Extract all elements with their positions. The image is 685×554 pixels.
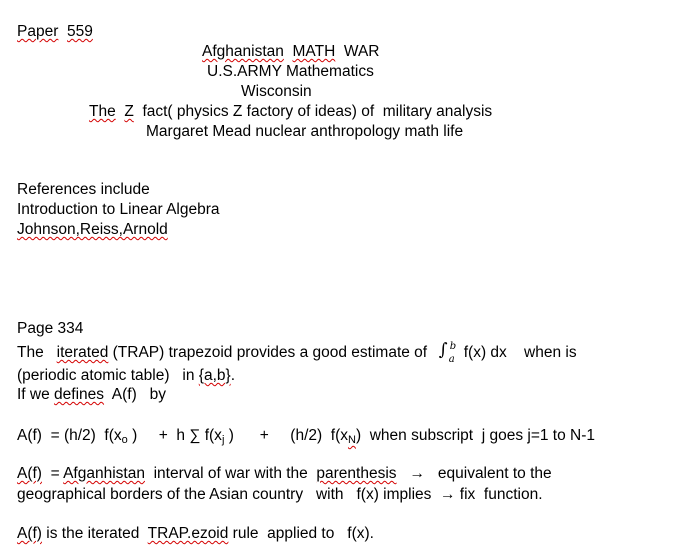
references-heading: References include (17, 181, 150, 198)
rule-text: is the iterated (41, 525, 148, 542)
formula-part-b: ) + h ∑ f(x (127, 427, 222, 444)
integral-upper-limit: b (449, 341, 457, 352)
subscript-j: j (221, 434, 225, 446)
define-prefix: If we (17, 386, 55, 403)
trap-rest: (TRAP) trapezoid provides a good estimate of (108, 344, 428, 361)
title-war: WAR (343, 43, 380, 60)
paper-number: 559 (67, 23, 93, 40)
organization-line: U.S.ARMY Mathematics (207, 63, 374, 80)
subscript-o: o (121, 434, 128, 446)
interval-ab: {a,b} (198, 367, 231, 384)
reference-authors (17, 221, 168, 239)
war-interval-line (17, 465, 552, 483)
rule-applied: rule applied to f(x). (228, 525, 374, 542)
war-country: Afganhistan (63, 465, 145, 482)
integral-symbol: ∫ b a (436, 344, 464, 362)
title-math: MATH (292, 43, 336, 60)
subscript-n: N (347, 434, 356, 446)
title-word: Afghanistan (202, 43, 284, 60)
formula-part-c: ) + (h/2) f(x (224, 427, 348, 444)
rule-af: A(f) (17, 525, 42, 542)
rule-line (17, 525, 374, 543)
paper-number-line (17, 23, 93, 41)
periodic-period: . (230, 367, 235, 384)
subtitle-rest: fact( physics Z factory of ideas) of military analysis (142, 103, 493, 120)
reference-authors-text: Johnson,Reiss,Arnold (17, 221, 168, 238)
trapezoid-line (17, 340, 577, 365)
subtitle-line (89, 103, 492, 121)
subtitle-z: Z (124, 103, 134, 120)
page-reference: Page 334 (17, 320, 84, 337)
subtitle-the: The (89, 103, 116, 120)
define-line (17, 386, 166, 404)
war-parenthesis: parenthesis (316, 465, 397, 482)
war-equivalent: → equivalent to the (396, 465, 552, 482)
war-eq: = (41, 465, 64, 482)
title-line (202, 43, 379, 61)
state-line: Wisconsin (241, 83, 312, 100)
formula-part-a: A(f) = (h/2) f(x (17, 427, 122, 444)
integrand: f(x) dx (463, 344, 507, 361)
formula-part-d: ) when subscript j goes j=1 to N-1 (355, 427, 596, 444)
trap-iterated: iterated (56, 344, 109, 361)
paper-label: Paper (17, 23, 59, 40)
integral-lower-limit: a (448, 354, 455, 365)
periodic-text: (periodic atomic table) in (17, 367, 199, 384)
formula-line (17, 427, 595, 445)
author-line: Margaret Mead nuclear anthropology math life (146, 123, 464, 140)
define-suffix: A(f) by (104, 386, 167, 403)
war-interval-text: interval of war with the (144, 465, 317, 482)
trap-the: The (17, 344, 44, 361)
geography-line: geographical borders of the Asian country with f(x) implies → fix function. (17, 486, 543, 503)
when-is: when is (524, 344, 577, 361)
periodic-line (17, 367, 235, 385)
reference-book: Introduction to Linear Algebra (17, 201, 220, 218)
rule-trapezoid: TRAP.ezoid (147, 525, 229, 542)
war-af: A(f) (17, 465, 42, 482)
define-word: defines (54, 386, 105, 403)
